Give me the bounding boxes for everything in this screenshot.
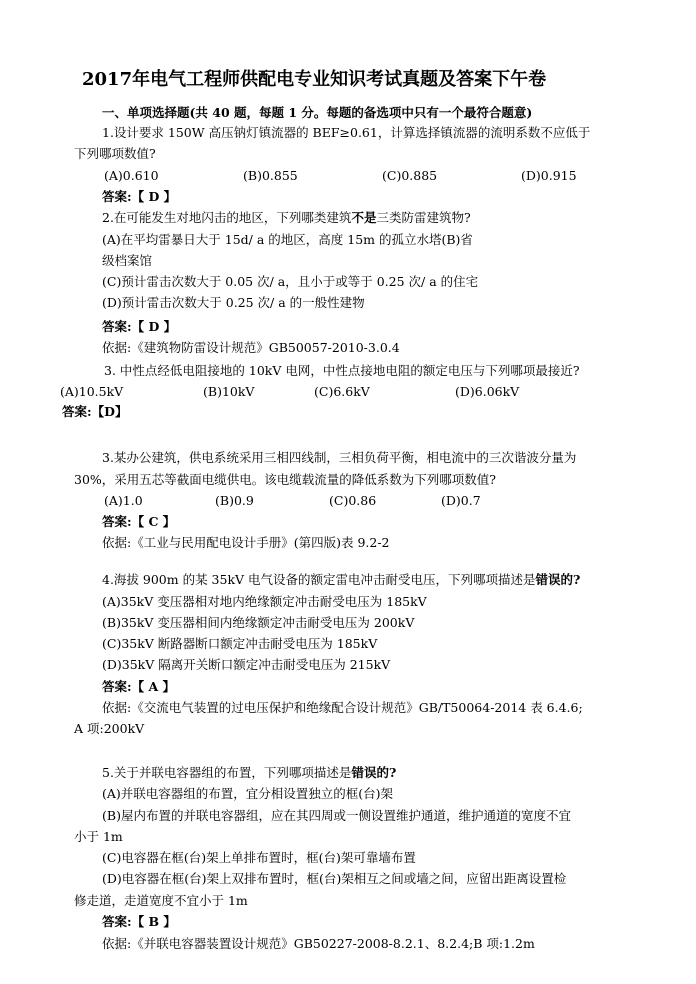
q1-option-c: (C)0.885 — [382, 168, 438, 183]
q3b-option-b: (B)0.9 — [215, 493, 254, 508]
q3b-answer: 答案:【 C 】 — [102, 514, 176, 529]
q3a-option-d: (D)6.06kV — [455, 384, 520, 399]
q3a-answer: 答案:【D】 — [62, 404, 128, 419]
q5-stem — [102, 763, 396, 783]
section-heading: 一、单项选择题(共 40 题，每题 1 分。每题的备选项中只有一个最符合题意) — [102, 105, 533, 120]
q5-option-b-line1: (B)屋内布置的并联电容器组，应在其四周或一侧设置维护通道，维护通道的宽度不宜 — [102, 808, 571, 823]
q1-stem-line2: 下列哪项数值? — [74, 146, 156, 161]
q2-option-ab-line2: 级档案馆 — [102, 253, 153, 268]
q3a-option-c: (C)6.6kV — [314, 384, 370, 399]
document-title: 2017年电气工程师供配电专业知识考试真题及答案下午卷 — [82, 69, 547, 90]
q3b-stem-line2: 30%，采用五芯等截面电缆供电。该电缆载流量的降低系数为下列哪项数值? — [74, 472, 496, 487]
q3a-option-a: (A)10.5kV — [60, 384, 124, 399]
q4-basis-line2: A 项:200kV — [74, 721, 145, 736]
q5-option-c: (C)电容器在框(台)架上单排布置时，框(台)架可靠墙布置 — [102, 850, 416, 865]
q4-stem-prefix: 4.海拔 900m 的某 35kV 电气设备的额定雷电冲击耐受电压，下列哪项描述是 — [102, 572, 536, 587]
q4-stem-emphasis: 错误的? — [535, 572, 581, 587]
q2-stem-prefix: 2.在可能发生对地闪击的地区，下列哪类建筑 — [102, 210, 352, 225]
q4-option-b: (B)35kV 变压器相间内绝缘额定冲击耐受电压为 200kV — [102, 615, 415, 630]
q4-basis-line1: 依据:《交流电气装置的过电压保护和绝缘配合设计规范》GB/T50064-2014 表 6.4.6; — [102, 700, 583, 715]
q2-option-ab-line1: (A)在平均雷暴日大于 15d/ a 的地区，高度 15m 的孤立水塔(B)省 — [102, 232, 473, 247]
q2-option-c: (C)预计雷击次数大于 0.05 次/ a，且小于或等于 0.25 次/ a 的住宅 — [102, 274, 479, 289]
q4-stem — [102, 570, 580, 590]
q3b-option-d: (D)0.7 — [441, 493, 481, 508]
q1-option-d: (D)0.915 — [521, 168, 577, 183]
q5-option-d-line2: 修走道，走道宽度不宜小于 1m — [74, 893, 248, 908]
q5-answer: 答案:【 B 】 — [102, 914, 176, 929]
q4-option-a: (A)35kV 变压器相对地内绝缘额定冲击耐受电压为 185kV — [102, 594, 427, 609]
q2-basis: 依据:《建筑物防雷设计规范》GB50057-2010-3.0.4 — [102, 340, 400, 355]
q1-option-b: (B)0.855 — [243, 168, 298, 183]
q4-option-c: (C)35kV 断路器断口额定冲击耐受电压为 185kV — [102, 636, 378, 651]
q1-answer: 答案:【 D 】 — [102, 189, 177, 204]
q5-stem-prefix: 5.关于并联电容器组的布置，下列哪项描述是 — [102, 765, 352, 780]
q5-option-a: (A)并联电容器组的布置，宜分相设置独立的框(台)架 — [102, 786, 394, 801]
q2-stem-suffix: 三类防雷建筑物? — [376, 210, 471, 225]
q3b-basis: 依据:《工业与民用配电设计手册》(第四版)表 9.2-2 — [102, 535, 390, 550]
q2-option-d: (D)预计雷击次数大于 0.25 次/ a 的一般性建物 — [102, 295, 365, 310]
q4-option-d: (D)35kV 隔离开关断口额定冲击耐受电压为 215kV — [102, 657, 391, 672]
q1-stem-line1: 1.设计要求 150W 高压钠灯镇流器的 BEF≥0.61，计算选择镇流器的流明系数不应低于 — [102, 125, 591, 140]
q4-answer: 答案:【 A 】 — [102, 679, 176, 694]
q3a-stem: 3. 中性点经低电阻接地的 10kV 电网，中性点接地电阻的额定电压与下列哪项最接近? — [104, 363, 580, 378]
q3a-option-b: (B)10kV — [203, 384, 255, 399]
q2-stem — [102, 208, 471, 228]
q2-stem-emphasis: 不是 — [351, 210, 377, 225]
q5-option-b-line2: 小于 1m — [74, 829, 123, 844]
q5-option-d-line1: (D)电容器在框(台)架上双排布置时，框(台)架相互之间或墙之间，应留出距离设置检 — [102, 871, 567, 886]
q5-basis: 依据:《并联电容器装置设计规范》GB50227-2008-8.2.1、8.2.4;B 项:1.2m — [102, 936, 535, 951]
q5-stem-emphasis: 错误的? — [351, 765, 397, 780]
q3b-option-c: (C)0.86 — [329, 493, 377, 508]
q3b-option-a: (A)1.0 — [104, 493, 143, 508]
q3b-stem-line1: 3.某办公建筑，供电系统采用三相四线制，三相负荷平衡，相电流中的三次谐波分量为 — [102, 450, 577, 465]
q2-answer: 答案:【 D 】 — [102, 319, 177, 334]
q1-option-a: (A)0.610 — [104, 168, 159, 183]
